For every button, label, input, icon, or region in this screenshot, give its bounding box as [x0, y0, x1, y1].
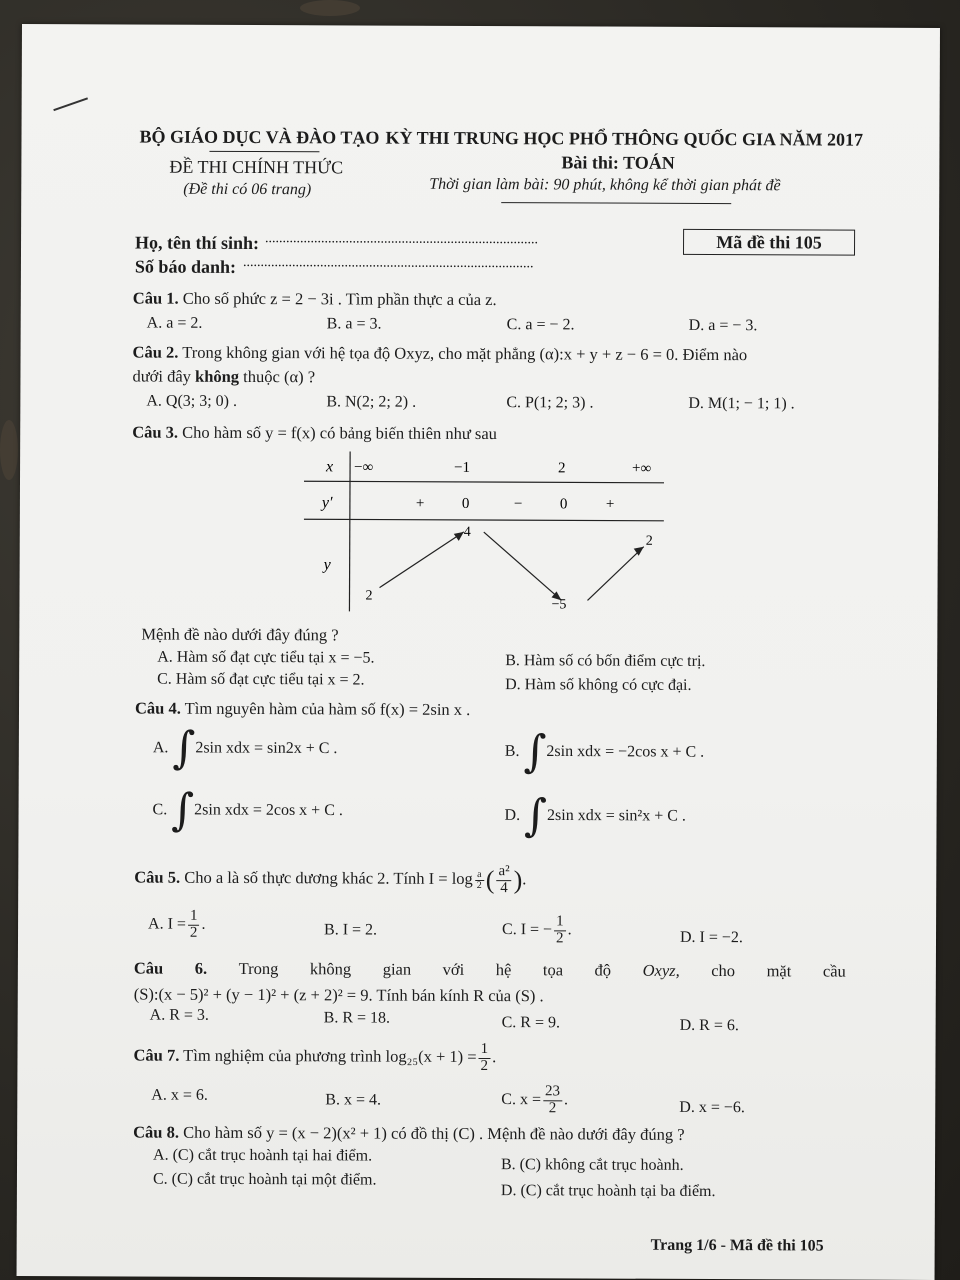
- question-3: [132, 422, 497, 444]
- question-6-word: với: [442, 959, 465, 979]
- q3-option-b: B. Hàm số có bốn điểm cực trị.: [505, 652, 706, 670]
- q8-option-a: A. (C) cắt trục hoành tại hai điểm.: [153, 1146, 373, 1165]
- question-6-word: mặt: [766, 961, 792, 981]
- derivative-sign: 0: [559, 496, 568, 513]
- exam-title: KỲ THI TRUNG HỌC PHỔ THÔNG QUỐC GIA NĂM 2017: [385, 127, 864, 150]
- y-value: −5: [551, 597, 567, 613]
- q6-option-c: C. R = 9.: [501, 1014, 561, 1032]
- log-base: $\frac{a}{2}$: [475, 870, 484, 892]
- question-3-prompt: Mệnh đề nào dưới đây đúng ?: [141, 624, 339, 645]
- question-7: Câu 7. Tìm nghiệm của phương trình log₂₅(x + 1) = $\frac{1}{2}$ .: [133, 1041, 497, 1074]
- question-6-word: độ: [594, 960, 612, 980]
- question-2: [133, 342, 748, 365]
- background-leaf: [0, 420, 18, 480]
- x-value: 2: [558, 460, 566, 477]
- question-2-text: Trong không gian với hệ tọa độ Oxyz, cho mặt phẳng (α):x + y + z − 6 = 0. Điểm nào: [182, 342, 748, 365]
- q5-option-a-text: A. I =: [148, 915, 187, 933]
- subject-title: Bài thi: TOÁN: [561, 152, 675, 173]
- q2-option-d: D. M(1; − 1; 1) .: [688, 394, 795, 413]
- ministry-underline: [209, 151, 319, 152]
- question-2-emphasis: không: [195, 366, 240, 386]
- q1-option-d: D. a = − 3.: [688, 316, 758, 335]
- q5-option-a: A. I = $\frac{1}{2}$ .: [148, 907, 206, 941]
- q3-option-d: D. Hàm số không có cực đại.: [505, 676, 692, 694]
- integral-sign: ∫: [523, 726, 547, 778]
- question-6-line2: (S):(x − 5)² + (y − 1)² + (z + 2)² = 9. Tính bán kính R của (S) .: [133, 984, 544, 1006]
- question-1-label: Câu 1.: [132, 288, 179, 308]
- derivative-sign: 0: [461, 495, 470, 512]
- q6-option-d: D. R = 6.: [679, 1016, 739, 1035]
- question-6-word: hệ: [495, 960, 512, 980]
- question-1: [133, 288, 497, 310]
- row-yp-label: y′: [321, 494, 333, 512]
- question-6-word: cầu: [822, 961, 846, 981]
- ministry-title: BỘ GIÁO DỤC VÀ ĐÀO TẠO: [139, 126, 380, 148]
- q1-option-a: A. a = 2.: [146, 314, 203, 332]
- derivative-sign: +: [415, 495, 425, 512]
- q2-option-c: C. P(1; 2; 3) .: [506, 394, 594, 412]
- arrow-increasing: [587, 546, 643, 600]
- id-label: Số báo danh:: [134, 256, 237, 277]
- derivative-sign: +: [605, 496, 615, 513]
- q6-option-b: B. R = 18.: [323, 1009, 391, 1027]
- q5-option-c: C. I = − $\frac{1}{2}$ .: [502, 913, 572, 947]
- question-8-label: Câu 8.: [133, 1122, 180, 1142]
- question-8-text: Cho hàm số y = (x − 2)(x² + 1) có đồ thị (C) . Mệnh đề nào dưới đây đúng ?: [183, 1122, 685, 1144]
- q4-option-d: [504, 790, 686, 842]
- y-value: 2: [645, 533, 653, 549]
- question-7-text: Tìm nghiệm của phương trình log₂₅(x + 1) =: [183, 1045, 477, 1067]
- variation-table: [303, 451, 674, 623]
- question-4-label: Câu 4.: [134, 698, 181, 718]
- exam-code-box: [683, 229, 855, 256]
- q4-option-a: [152, 722, 338, 774]
- q4-option-a-text: 2sin xdx = sin2x + C .: [195, 739, 338, 758]
- arrow-decreasing: [483, 532, 561, 600]
- y-value: 2: [365, 588, 373, 604]
- question-2-text-part: dưới đây: [132, 366, 196, 386]
- q7-option-c-text: C. x =: [501, 1091, 542, 1109]
- rhs-fraction: $\frac{1}{2}$: [480, 1041, 489, 1074]
- option-letter: B.: [504, 742, 520, 760]
- question-6: [134, 958, 846, 981]
- background-leaf: [300, 0, 360, 16]
- option-letter: C.: [152, 801, 168, 819]
- question-4: [135, 698, 470, 719]
- name-label: Họ, tên thí sinh:: [135, 232, 260, 254]
- question-6-word: 6.: [194, 958, 208, 978]
- question-3-text: Cho hàm số y = f(x) có bảng biến thiên như sau: [182, 422, 497, 444]
- time-note: Thời gian làm bài: 90 phút, không kể thời gian phát đề: [429, 175, 781, 195]
- question-1-text: Cho số phức z = 2 − 3i . Tìm phần thực a của z.: [182, 288, 497, 310]
- question-5: Câu 5. Cho a là số thực dương khác 2. Tính I = log $\frac{a}{2}$ ( $\frac{\text{a²}}{4}$ ).: [134, 863, 527, 896]
- q1-option-b: B. a = 3.: [326, 315, 382, 333]
- derivative-sign: −: [513, 496, 523, 513]
- q5-option-d: D. I = −2.: [679, 928, 743, 947]
- page-footer: Trang 1/6 - Mã đề thi 105: [650, 1236, 824, 1255]
- q4-option-b: [504, 726, 705, 778]
- question-6-word: gian: [382, 959, 412, 979]
- q3-option-a: A. Hàm số đạt cực tiểu tại x = −5.: [157, 648, 375, 667]
- time-underline: [501, 202, 731, 204]
- question-6-word: Oxyz,: [642, 960, 680, 980]
- integral-sign: ∫: [524, 790, 548, 842]
- x-value: −∞: [354, 459, 374, 476]
- q4-option-c: [152, 784, 343, 836]
- row-x-label: x: [326, 458, 334, 476]
- arrow-head: [454, 532, 464, 541]
- name-dots: ..............................................................................: [265, 231, 539, 248]
- x-value: −1: [454, 459, 471, 476]
- arrow-increasing: [380, 532, 464, 588]
- question-7-label: Câu 7.: [133, 1045, 180, 1065]
- y-value: 4: [463, 524, 471, 540]
- row-y-label: y: [323, 556, 331, 574]
- q7-option-d: D. x = −6.: [679, 1098, 745, 1117]
- question-6-label: Câu: [133, 958, 164, 978]
- integral-sign: ∫: [172, 722, 196, 774]
- question-6-word: không: [309, 959, 352, 979]
- question-2-line2: [132, 366, 315, 387]
- option-letter: A.: [152, 739, 169, 757]
- question-6-word: tọa: [542, 960, 564, 980]
- q6-option-a: A. R = 3.: [149, 1006, 209, 1024]
- question-2-label: Câu 2.: [132, 342, 179, 362]
- question-6-word: Trong: [238, 958, 279, 979]
- q4-option-b-text: 2sin xdx = −2cos x + C .: [546, 742, 705, 761]
- q7-option-a: A. x = 6.: [151, 1086, 208, 1104]
- question-4-text: Tìm nguyên hàm của hàm số f(x) = 2sin x .: [184, 698, 471, 719]
- log-argument: $\frac{\text{a²}}{4}$: [496, 864, 511, 897]
- q7-option-c: C. x = $\frac{23}{2}$ .: [501, 1083, 569, 1117]
- question-3-label: Câu 3.: [132, 422, 179, 442]
- x-value: +∞: [632, 460, 652, 477]
- q4-option-c-text: 2sin xdx = 2cos x + C .: [194, 801, 343, 820]
- q2-option-a: A. Q(3; 3; 0) .: [146, 392, 238, 410]
- q8-option-c: C. (C) cắt trục hoành tại một điểm.: [152, 1170, 377, 1189]
- q8-option-b: B. (C) không cắt trục hoành.: [500, 1156, 684, 1174]
- integral-sign: ∫: [171, 784, 195, 836]
- exam-code: Mã đề thi 105: [716, 232, 822, 253]
- exam-sheet: [17, 24, 940, 1280]
- pen-mark: [52, 94, 92, 114]
- question-6-word: cho: [711, 961, 736, 981]
- question-5-text: Cho a là số thực dương khác 2. Tính I = log: [184, 867, 473, 889]
- q5-option-c-text: C. I = −: [502, 921, 553, 939]
- option-letter: D.: [504, 806, 521, 824]
- id-dots: ...................................................................................: [242, 254, 534, 272]
- q7-option-b: B. x = 4.: [325, 1091, 382, 1109]
- q8-option-d: D. (C) cắt trục hoành tại ba điểm.: [500, 1182, 716, 1201]
- page-count: (Đề thi có 06 trang): [183, 180, 312, 199]
- q3-option-c: C. Hàm số đạt cực tiểu tại x = 2.: [157, 670, 365, 689]
- question-8: [133, 1122, 685, 1144]
- q4-option-d-text: 2sin xdx = sin²x + C .: [547, 806, 686, 825]
- question-5-label: Câu 5.: [134, 867, 181, 887]
- q1-option-c: C. a = − 2.: [506, 316, 575, 334]
- q2-option-b: B. N(2; 2; 2) .: [326, 393, 417, 411]
- q5-option-b: B. I = 2.: [324, 921, 378, 939]
- official-label: ĐỀ THI CHÍNH THỨC: [169, 156, 344, 178]
- question-2-text-part: thuộc (α) ?: [239, 366, 316, 387]
